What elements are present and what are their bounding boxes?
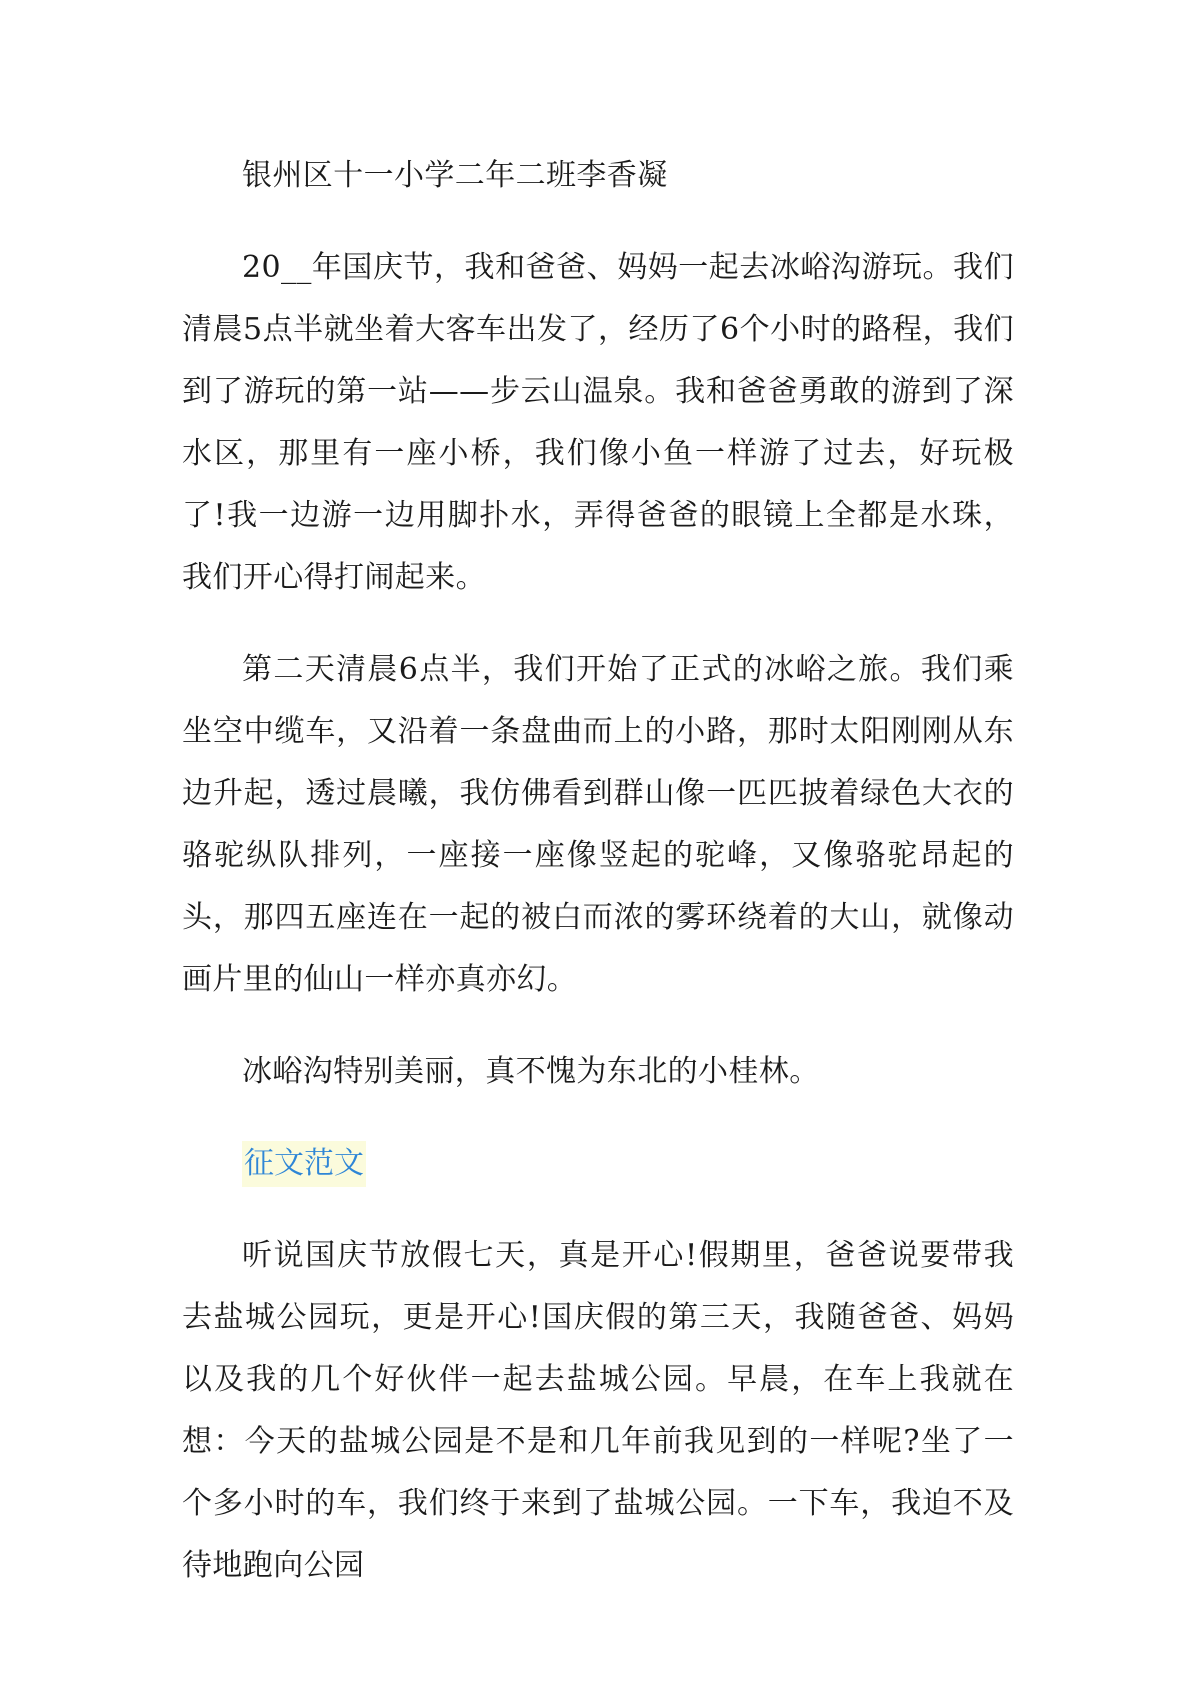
document-content [182,145,1014,1597]
author-byline: 银州区十一小学二年二班李香凝 [242,158,668,193]
section-paragraph: 听说国庆节放假七天，真是开心!假期里，爸爸说要带我去盐城公园玩，更是开心!国庆假的第三天，我随爸爸、妈妈以及我的几个好伙伴一起去盐城公园。早晨，在车上我就在想：今天的盐城公园是不是和几年前我见到的一样呢?坐了一个多小时的车，我们终于来到了盐城公园。一下车，我迫不及待地跑向公园 [182,1238,1014,1583]
paragraph-1: 20__年国庆节，我和爸爸、妈妈一起去冰峪沟游玩。我们清晨5点半就坐着大客车出发了，经历了6个小时的路程，我们到了游玩的第一站——步云山温泉。我和爸爸勇敢的游到了深水区，那里有一座小桥，我们像小鱼一样游了过去，好玩极了!我一边游一边用脚扑水，弄得爸爸的眼镜上全都是水珠，我们开心得打闹起来。 [182,250,1014,595]
paragraph-3: 冰峪沟特别美丽，真不愧为东北的小桂林。 [242,1054,820,1089]
paragraph-2: 第二天清晨6点半，我们开始了正式的冰峪之旅。我们乘坐空中缆车，又沿着一条盘曲而上的小路，那时太阳刚刚从东边升起，透过晨曦，我仿佛看到群山像一匹匹披着绿色大衣的骆驼纵队排列，一座接一座像竖起的驼峰，又像骆驼昂起的头，那四五座连在一起的被白而浓的雾环绕着的大山，就像动画片里的仙山一样亦真亦幻。 [182,652,1014,997]
section-heading-line [182,1133,1014,1195]
section-heading-link[interactable]: 征文范文 [242,1141,366,1187]
